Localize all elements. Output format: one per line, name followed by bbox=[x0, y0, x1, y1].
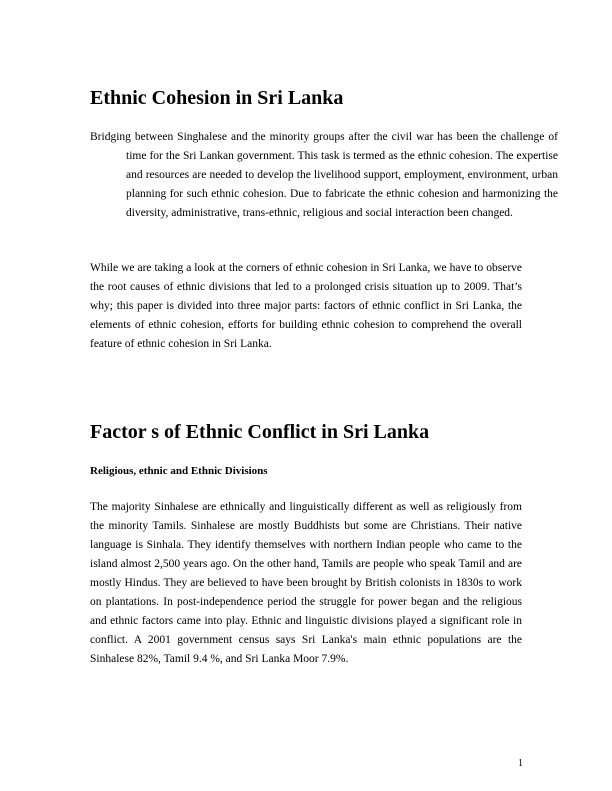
subheading-divisions: Religious, ethnic and Ethnic Divisions bbox=[90, 465, 268, 477]
paragraph-corners: While we are taking a look at the corners of ethnic cohesion in Sri Lanka, we have to observe the root causes of ethnic divisions that led to a prolonged crisis situation up to 2009. That’s why; this paper is divided into three major parts: factors of ethnic conflict in Sri Lanka, the elements of ethnic cohesion, efforts for building ethnic cohesion to comprehend the overall feature of ethnic cohesion in Sri Lanka. bbox=[90, 262, 522, 350]
page-number: 1 bbox=[518, 758, 523, 769]
paragraph-majority: The majority Sinhalese are ethnically and linguistically different as well as religiously from the minority Tamils. Sinhalese are mostly Buddhists but some are Christians. Their native language is Sinhala. They identify themselves with northern Indian people who came to the island almost 2,500 years ago. On the other hand, Tamils are people who speak Tamil and are mostly Hindus. They are believed to have been brought by British colonists in 1830s to work on plantations. In post-independence period the struggle for power began and the religious and ethnic factors came into play. Ethnic and linguistic divisions played a significant role in conflict. A 2001 government census says Sri Lanka's main ethnic populations are the Sinhalese 82%, Tamil 9.4 %, and Sri Lanka Moor 7.9%. bbox=[90, 501, 522, 665]
section-heading-factors: Factor s of Ethnic Conflict in Sri Lanka bbox=[90, 421, 430, 443]
paragraph-bridging: Bridging between Singhalese and the minority groups after the civil war has been the challenge of time for the Sri Lankan government. This task is termed as the ethnic cohesion. The expertise and resources are needed to develop the livelihood support, employment, environment, urban planning for such ethnic cohesion. Due to fabricate the ethnic cohesion and harmonizing the diversity, administrative, trans-ethnic, religious and social interaction been changed. bbox=[90, 131, 558, 219]
section-heading-ethnic-cohesion: Ethnic Cohesion in Sri Lanka bbox=[90, 87, 344, 109]
